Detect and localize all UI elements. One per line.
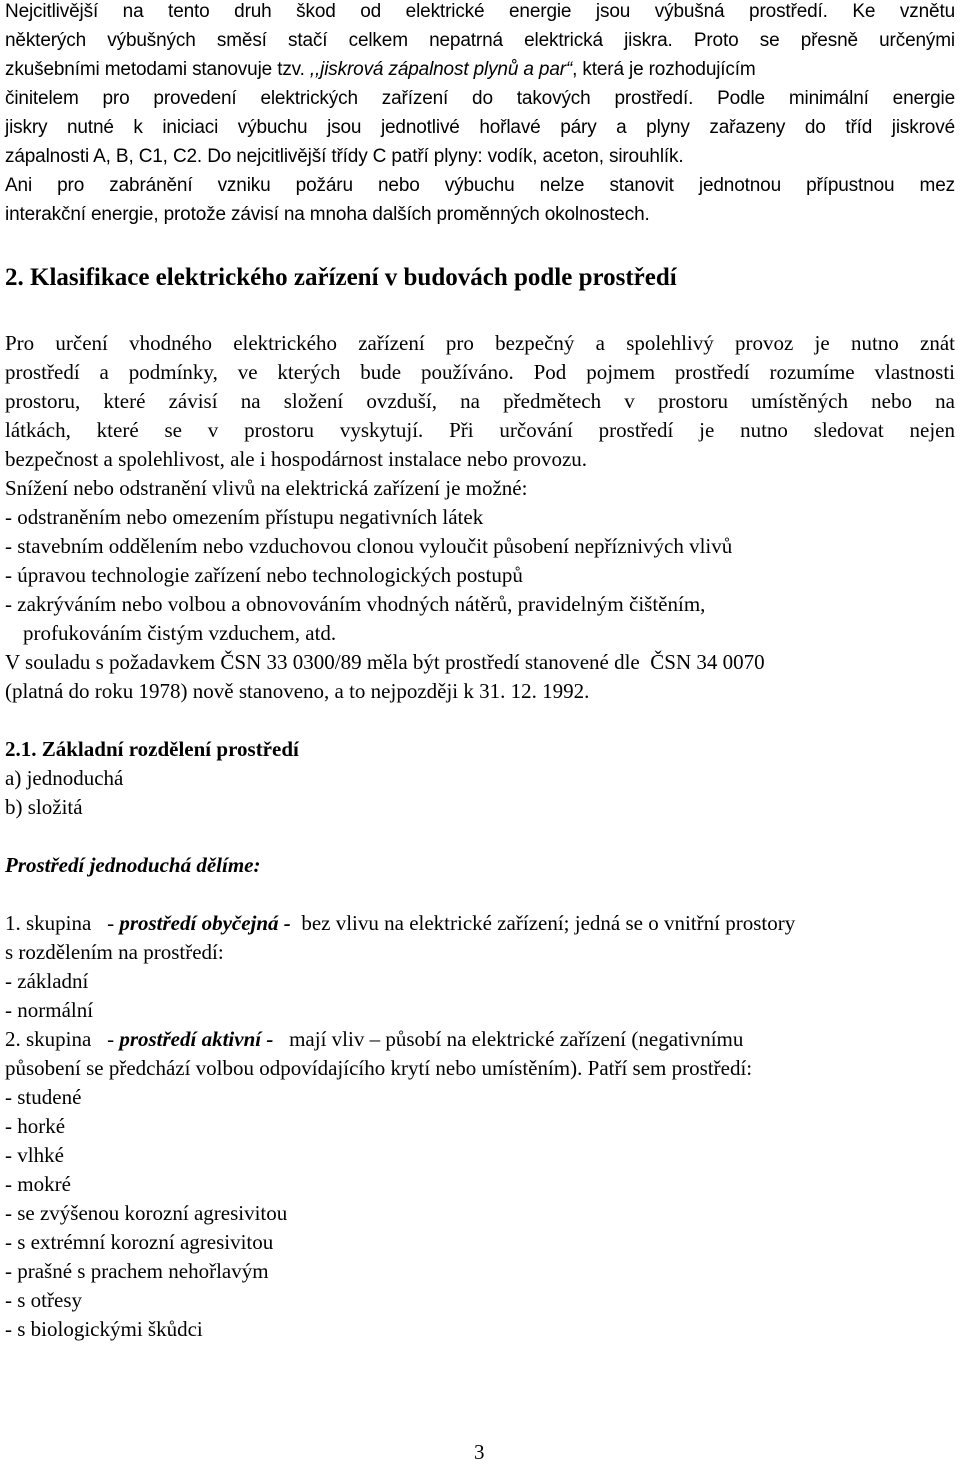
- group-1-item: - normální: [5, 998, 94, 1022]
- group-1-title: prostředí obyčejná -: [119, 911, 291, 935]
- division-item-a: a) jednoduchá: [5, 766, 124, 790]
- section-2-line-12: V souladu s požadavkem ČSN 33 0300/89 měla být prostředí stanovené dle ČSN 34 0070: [5, 650, 765, 674]
- page-number: 3: [474, 1440, 485, 1464]
- section-2-list-item: - odstraněním nebo omezením přístupu negativních látek: [5, 505, 484, 529]
- group-1-line: [5, 911, 795, 936]
- section-2-line-4: látkách, které se v prostoru vyskytují. Při určování prostředí je nutno sledovat nejen: [5, 418, 955, 442]
- division-item-b: b) složitá: [5, 795, 83, 819]
- intro-line-1: Nejcitlivější na tento druh škod od elektrické energie jsou výbušná prostředí. Ke vznětu: [5, 1, 955, 22]
- intro-line-6: zápalnosti A, B, C1, C2. Do nejcitlivější třídy C patří plyny: vodík, aceton, sirouhlík.: [5, 146, 684, 167]
- intro-line-5: jiskry nutné k iniciaci výbuchu jsou jednotlivé hořlavé páry a plyny zařazeny do tříd jiskrové: [5, 117, 955, 138]
- section-2-line-3: prostoru, které závisí na složení ovzduší, na předmětech v prostoru umístěných nebo na: [5, 389, 955, 413]
- group-1-label: 1. skupina -: [5, 911, 120, 935]
- section-2-1-heading: 2.1. Základní rozdělení prostředí: [5, 737, 299, 761]
- group-1-item: - základní: [5, 969, 89, 993]
- section-2-line-2: prostředí a podmínky, ve kterých bude používáno. Pod pojmem prostředí rozumíme vlastnosti: [5, 360, 955, 384]
- group-2-item: - vlhké: [5, 1143, 64, 1167]
- intro-line-8: interakční energie, protože závisí na mnoha dalších proměnných okolnostech.: [5, 204, 650, 225]
- section-2-list-item-cont: profukováním čistým vzduchem, atd.: [23, 621, 337, 645]
- group-2-item: - s biologickými škůdci: [5, 1317, 203, 1341]
- intro-line-3-start: zkušebními metodami stanovuje tzv.: [5, 59, 310, 80]
- section-2-heading: 2. Klasifikace elektrického zařízení v budovách podle prostředí: [5, 264, 677, 291]
- section-2-list-item: - úpravou technologie zařízení nebo technologických postupů: [5, 563, 523, 587]
- group-2-item: - s otřesy: [5, 1288, 82, 1312]
- group-2-item: - s extrémní korozní agresivitou: [5, 1230, 274, 1254]
- group-2-item: - studené: [5, 1085, 82, 1109]
- intro-line-3-end: , která je rozhodujícím: [572, 59, 756, 80]
- group-2-item: - se zvýšenou korozní agresivitou: [5, 1201, 288, 1225]
- section-2-line-1: Pro určení vhodného elektrického zařízení pro bezpečný a spolehlivý provoz je nutno znát: [5, 331, 955, 355]
- intro-line-3: [5, 59, 955, 81]
- group-1-cont: s rozdělením na prostředí:: [5, 940, 224, 964]
- section-2-list-item: - zakrýváním nebo volbou a obnovováním vhodných nátěrů, pravidelným čištěním,: [5, 592, 706, 616]
- simple-environments-subheading: Prostředí jednoduchá dělíme:: [5, 853, 261, 877]
- group-2-cont: působení se předchází volbou odpovídajícího krytí nebo umístěním). Patří sem prostředí:: [5, 1056, 753, 1080]
- section-2-line-6: Snížení nebo odstranění vlivů na elektrická zařízení je možné:: [5, 476, 528, 500]
- intro-line-4: činitelem pro provedení elektrických zařízení do takových prostředí. Podle minimální energie: [5, 88, 955, 109]
- section-2-line-5: bezpečnost a spolehlivost, ale i hospodárnost instalace nebo provozu.: [5, 447, 588, 471]
- group-1-text: bez vlivu na elektrické zařízení; jedná se o vnitřní prostory: [290, 911, 796, 935]
- group-2-text: mají vliv – působí na elektrické zařízení (negativnímu: [273, 1027, 744, 1051]
- group-2-label: 2. skupina -: [5, 1027, 120, 1051]
- section-2-line-13: (platná do roku 1978) nově stanoveno, a to nejpozději k 31. 12. 1992.: [5, 679, 590, 703]
- intro-line-2: některých výbušných směsí stačí celkem nepatrná elektrická jiskra. Proto se přesně určenými: [5, 30, 955, 51]
- group-2-line: [5, 1027, 743, 1052]
- group-2-item: - horké: [5, 1114, 66, 1138]
- group-2-title: prostředí aktivní -: [119, 1027, 274, 1051]
- intro-line-7: Ani pro zabránění vzniku požáru nebo výbuchu nelze stanovit jednotnou přípustnou mez: [5, 175, 955, 196]
- group-2-item: - prašné s prachem nehořlavým: [5, 1259, 269, 1283]
- intro-term-italic: ,,jiskrová zápalnost plynů a par“: [309, 59, 573, 80]
- group-2-item: - mokré: [5, 1172, 71, 1196]
- section-2-list-item: - stavebním oddělením nebo vzduchovou clonou vyloučit působení nepříznivých vlivů: [5, 534, 733, 558]
